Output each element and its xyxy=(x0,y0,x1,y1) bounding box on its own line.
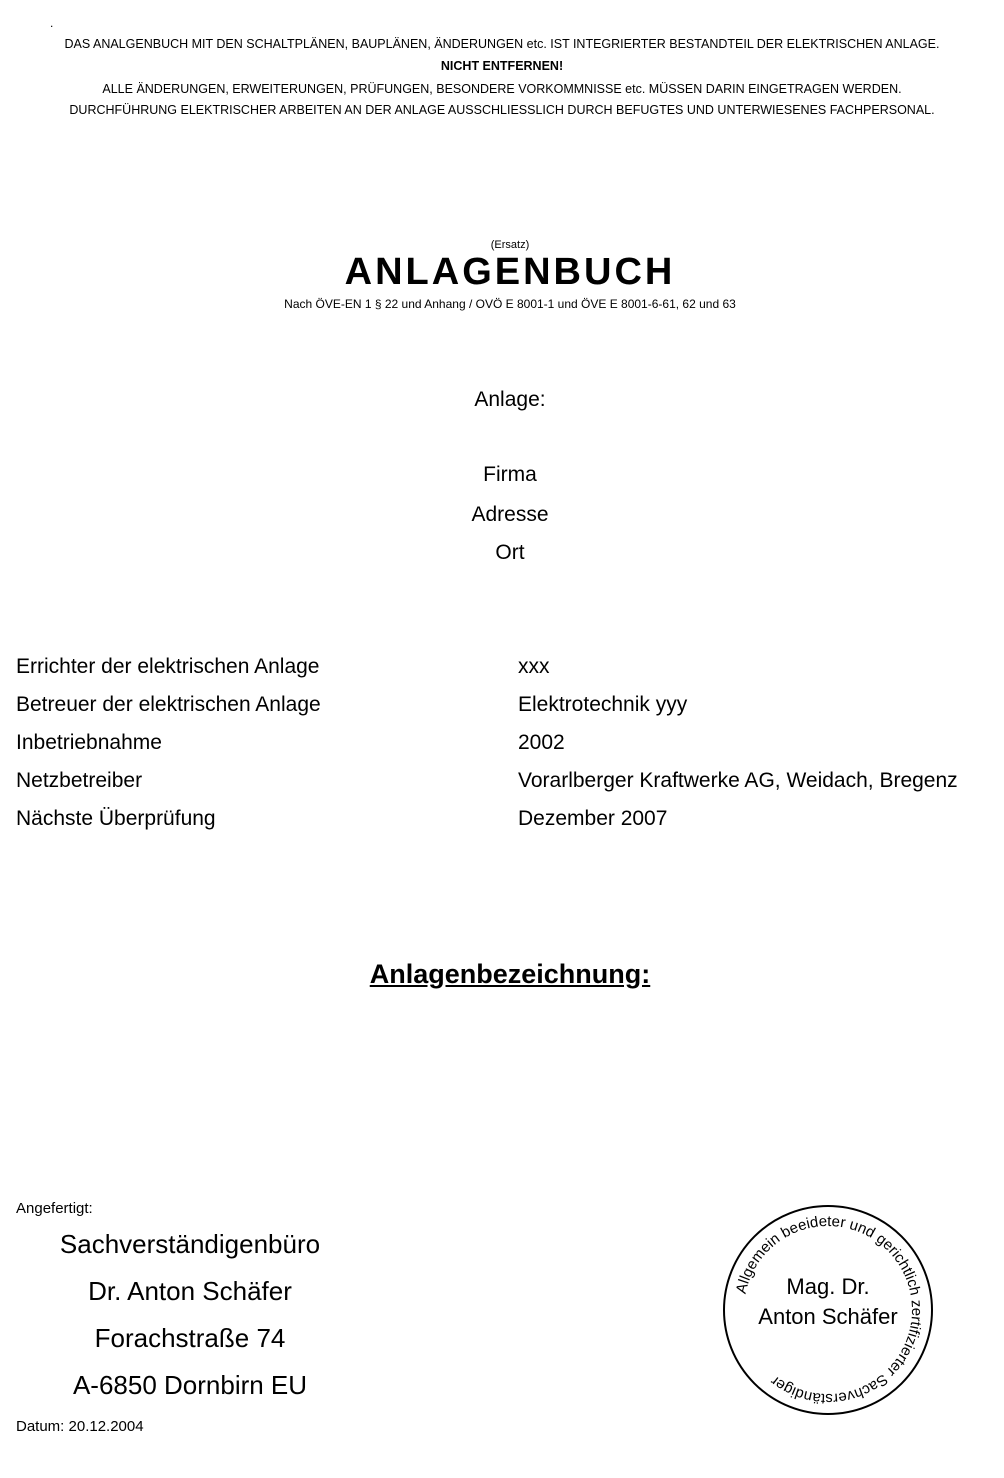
page-title: ANLAGENBUCH xyxy=(344,251,676,293)
anlage-firma: Firma xyxy=(483,463,537,486)
address-line-1: Sachverständigenbüro xyxy=(59,1229,321,1259)
notice-line-2: NICHT ENTFERNEN! xyxy=(440,59,564,73)
notice-line-1: DAS ANALGENBUCH MIT DEN SCHALTPLÄNEN, BAUPLÄNEN, ÄNDERUNGEN etc. IST INTEGRIERTER BESTANDTEIL DER ELEKTRISCHEN ANLAGE. xyxy=(64,37,940,51)
detail-value-betreuer: Elektrotechnik yyy xyxy=(518,693,688,716)
address-line-2: Dr. Anton Schäfer xyxy=(88,1276,292,1306)
dot-mark: . xyxy=(50,16,54,30)
detail-label-betreuer: Betreuer der elektrischen Anlage xyxy=(16,693,321,716)
detail-value-inbetriebnahme: 2002 xyxy=(518,731,565,754)
norm-reference: Nach ÖVE-EN 1 § 22 und Anhang / OVÖ E 8001-1 und ÖVE E 8001-6-61, 62 und 63 xyxy=(284,297,736,311)
datum-label: Datum: 20.12.2004 xyxy=(16,1418,144,1435)
anlagenbezeichnung-heading: Anlagenbezeichnung: xyxy=(369,959,651,989)
official-stamp xyxy=(720,1202,936,1418)
stamp-line-1: Mag. Dr. xyxy=(786,1274,870,1299)
detail-value-naechste-pruefung: Dezember 2007 xyxy=(518,807,668,830)
stamp-line-2: Anton Schäfer xyxy=(758,1304,898,1329)
ersatz-label: (Ersatz) xyxy=(490,239,530,251)
detail-value-netzbetreiber: Vorarlberger Kraftwerke AG, Weidach, Bregenz xyxy=(518,769,958,792)
notice-line-4: DURCHFÜHRUNG ELEKTRISCHER ARBEITEN AN DER ANLAGE AUSSCHLIESSLICH DURCH BEFUGTES UND UNTERWIESENES FACHPERSONAL. xyxy=(69,103,935,117)
detail-label-netzbetreiber: Netzbetreiber xyxy=(16,769,143,792)
address-line-3: Forachstraße 74 xyxy=(94,1323,286,1353)
detail-label-naechste-pruefung: Nächste Überprüfung xyxy=(16,807,216,830)
detail-label-inbetriebnahme: Inbetriebnahme xyxy=(16,731,162,754)
angefertigt-label: Angefertigt: xyxy=(16,1200,93,1217)
anlage-adresse: Adresse xyxy=(471,503,549,526)
notice-line-3: ALLE ÄNDERUNGEN, ERWEITERUNGEN, PRÜFUNGEN, BESONDERE VORKOMMNISSE etc. MÜSSEN DARIN EINGETRAGEN WERDEN. xyxy=(102,82,902,96)
detail-value-errichter: xxx xyxy=(518,655,550,678)
stamp-ring-text: Allgemein beeideter und gerichtlich zertifizierter Sachverständiger xyxy=(732,1212,926,1408)
anlage-label: Anlage: xyxy=(474,388,546,411)
detail-label-errichter: Errichter der elektrischen Anlage xyxy=(16,655,320,678)
anlage-ort: Ort xyxy=(495,541,525,564)
address-line-4: A-6850 Dornbirn EU xyxy=(72,1370,308,1400)
